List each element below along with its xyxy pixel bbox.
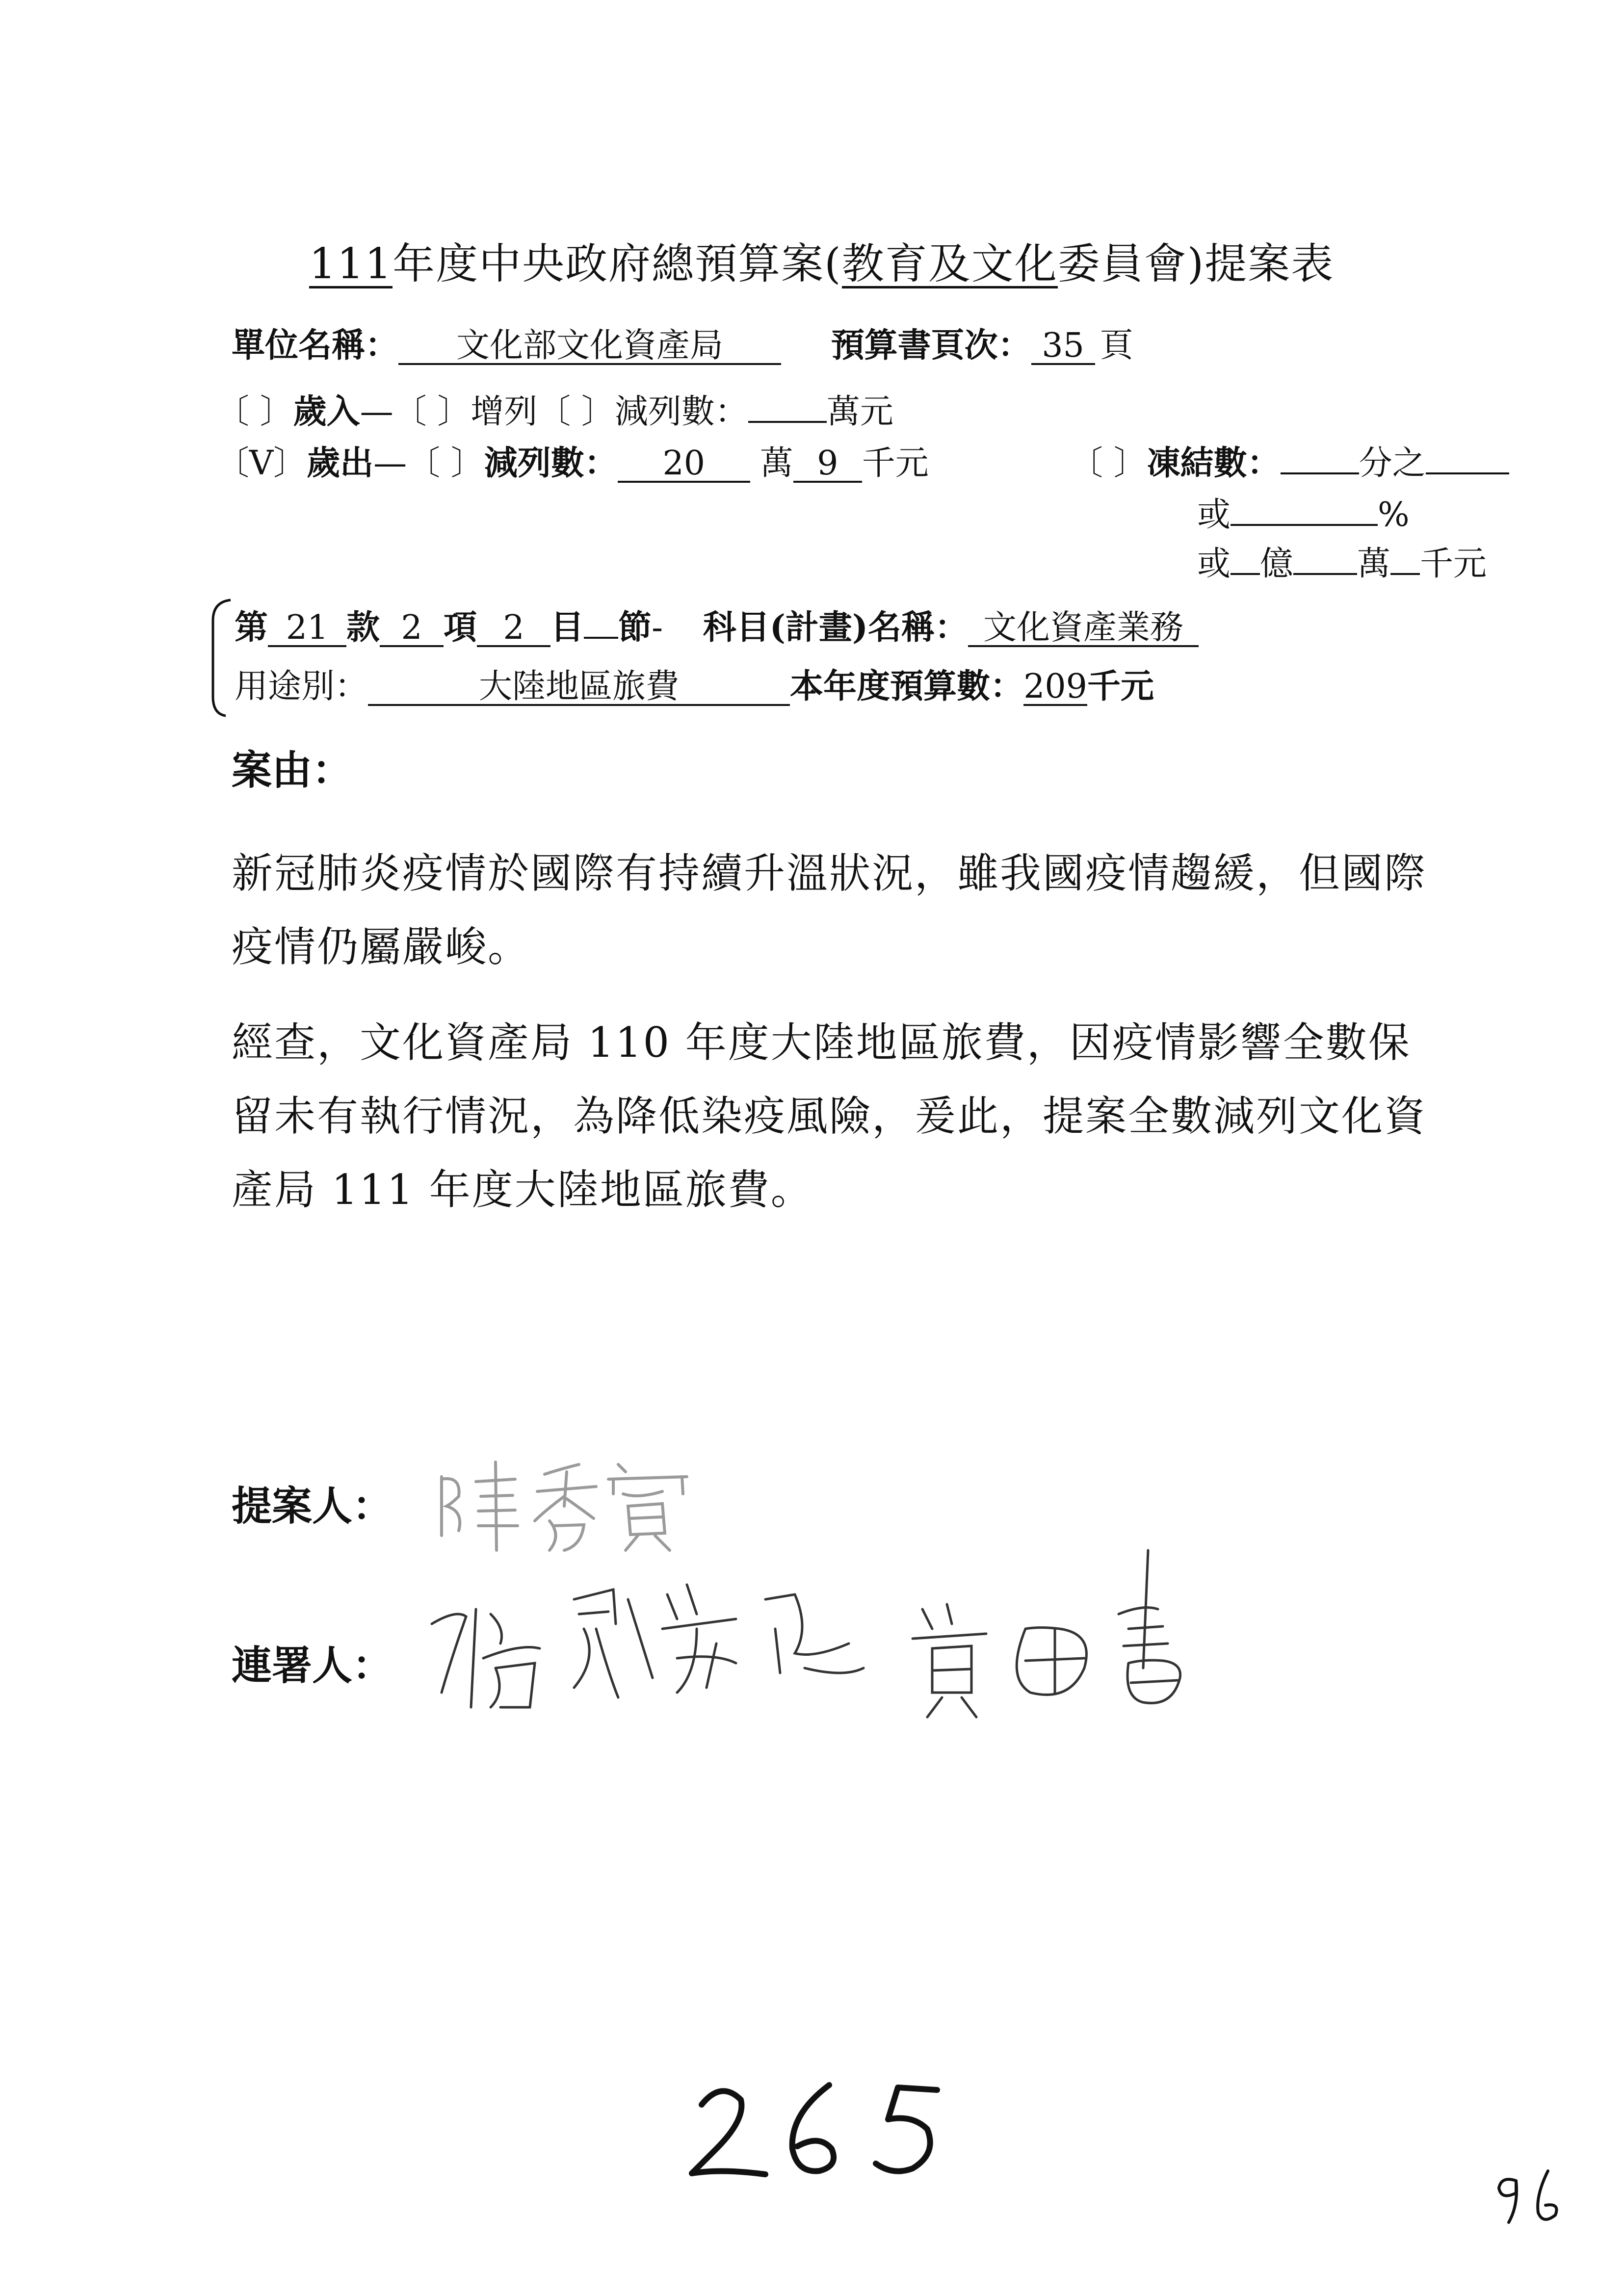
freeze-yi-value	[1231, 573, 1260, 575]
income-unit: 萬元	[826, 392, 893, 431]
reason-paragraph-1: 新冠肺炎疫情於國際有持續升溫狀況，雖我國疫情趨緩，但國際疫情仍屬嚴峻。	[232, 849, 1427, 971]
title-text: 年度中央政府總預算案(	[393, 239, 842, 288]
income-dash: —	[360, 392, 393, 431]
freeze-or-2: 或	[1197, 545, 1231, 583]
income-decrease-check: 〔 〕	[537, 392, 615, 431]
item-xiang-value: 2	[380, 610, 444, 647]
use-row	[235, 660, 1154, 707]
cosigner-signature	[422, 1531, 1325, 1756]
freeze-denominator	[1426, 472, 1509, 474]
budget-unit: 千元	[1087, 667, 1154, 706]
freeze-row	[1070, 437, 1509, 484]
item-mu: 目	[550, 608, 584, 647]
freeze-wan: 萬	[1357, 545, 1391, 583]
item-jie-value	[584, 637, 618, 639]
budget-value: 209	[1023, 667, 1087, 706]
freeze-percent-value	[1231, 524, 1378, 526]
page-label: 預算書頁次：	[831, 326, 1031, 365]
freeze-label: 凍結數：	[1147, 444, 1281, 483]
income-decrease-value	[748, 421, 827, 423]
freeze-check: 〔 〕	[1070, 444, 1147, 483]
expense-check: 〔V〕	[216, 444, 307, 483]
title-suffix: 委員會)提案表	[1057, 239, 1335, 288]
freeze-fraction: 分之	[1359, 444, 1426, 483]
expense-dash: —	[373, 444, 407, 483]
item-bracket	[206, 596, 236, 719]
expense-row	[216, 437, 929, 484]
expense-wan-unit: 萬	[760, 444, 793, 483]
income-increase-check: 〔 〕	[393, 392, 471, 431]
item-di: 第	[235, 608, 268, 647]
income-row	[216, 385, 893, 433]
unit-row	[232, 319, 1133, 366]
freeze-wan-value	[1293, 573, 1357, 575]
freeze-qian-value	[1390, 573, 1420, 575]
use-value: 大陸地區旅費	[368, 669, 790, 706]
freeze-amount-row	[1197, 537, 1487, 585]
page-unit: 頁	[1100, 326, 1133, 365]
proposer-label: 提案人：	[232, 1483, 393, 1530]
income-decrease-label: 減列數：	[614, 392, 748, 431]
reason-paragraph-2: 經查，文化資產局 110 年度大陸地區旅費，因疫情影響全數保留未有執行情況，為降低染疫風險，爰此，提案全數減列文化資產局 111 年度大陸地區旅費。	[232, 1018, 1427, 1214]
item-jie: 節	[618, 608, 652, 647]
freeze-numerator	[1281, 472, 1359, 474]
income-increase-label: 增列	[471, 392, 538, 431]
expense-qian-unit: 千元	[862, 444, 929, 483]
subject-label: 科目(計畫)名稱：	[703, 608, 969, 647]
item-kuan: 款	[346, 608, 380, 647]
item-jie-dash: -	[652, 608, 663, 647]
cosigner-label: 連署人：	[232, 1642, 393, 1689]
expense-qian-value: 9	[793, 446, 862, 483]
expense-wan-value: 20	[618, 446, 750, 483]
expense-decrease-check: 〔 〕	[407, 444, 484, 483]
title-committee: 教育及文化	[841, 239, 1058, 288]
unit-value: 文化部文化資產局	[398, 328, 781, 365]
item-xiang: 項	[444, 608, 477, 647]
unit-label: 單位名稱：	[232, 326, 399, 365]
income-check: 〔 〕	[216, 392, 293, 431]
page-value: 35	[1031, 328, 1095, 365]
item-kuan-value: 21	[268, 610, 346, 647]
form-title	[309, 230, 1334, 290]
item-mu-value: 2	[477, 610, 550, 647]
subject-value: 文化資產業務	[968, 610, 1199, 647]
freeze-or-1: 或	[1197, 496, 1231, 534]
freeze-yi: 億	[1260, 545, 1294, 583]
title-year: 111	[309, 239, 393, 288]
page-number-handwritten	[682, 2070, 952, 2188]
expense-label: 歲出	[307, 444, 374, 483]
freeze-percent: %	[1378, 496, 1410, 534]
reason-label: 案由：	[232, 747, 353, 794]
income-label: 歲入	[293, 392, 360, 431]
budget-label: 本年度預算數：	[790, 667, 1024, 706]
expense-decrease-label: 減列數：	[484, 444, 618, 483]
corner-number-handwritten	[1489, 2166, 1577, 2230]
freeze-percent-row	[1197, 488, 1410, 536]
freeze-qian: 千元	[1420, 545, 1487, 583]
use-label: 用途別：	[235, 667, 368, 706]
item-row	[235, 601, 1199, 649]
